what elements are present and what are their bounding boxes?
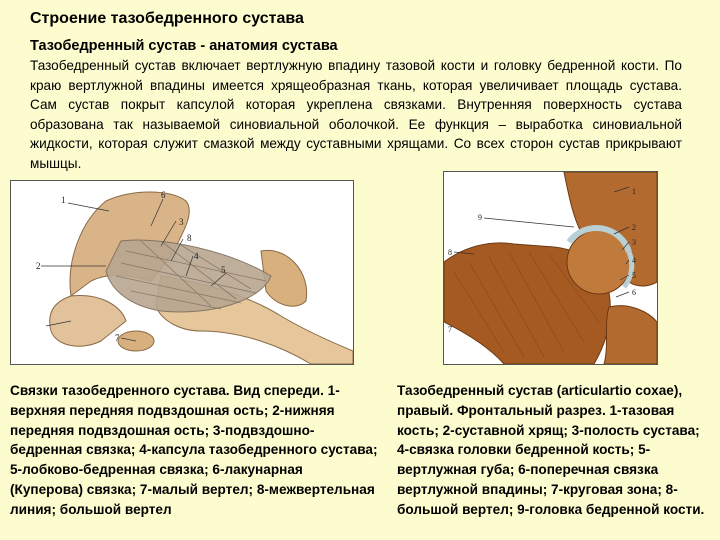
figure-right-label: 2	[632, 223, 636, 232]
intro-paragraph: Тазобедренный сустав включает вертлужную впадину тазовой кости и головку бедренной кости. По краю вертлужной впадины имеется хрящеобразная ткань, которая увеличивает площадь сустава. Сам сустав покрыт капсулой которая укреплена связками. Внутренняя поверхность сустава образована так называемой синовиальной оболочкой. Ее функция – выработка синовиальной жидкости, которая служит смазкой между суставными хрящами. Со всех сторон сустав прикрывают мышцы.	[30, 58, 682, 171]
figure-left-label: 2	[36, 261, 41, 271]
figure-right-label: 5	[632, 271, 636, 280]
left-figure-caption: Связки тазобедренного сустава. Вид спереди. 1-верхняя передняя подвздошная ость; 2-нижняя передняя подвздошная ость; 3-подвздошно-бедренная связка; 4-капсула тазобедренного сустава; 5-лобково-бедренная связка; 6-лакунарная (Куперова) связка; 7-малый вертел; 8-межвертельная линия; большой вертел	[10, 383, 378, 517]
figure-right-label: 1	[632, 187, 636, 196]
figure-right-label: 4	[632, 256, 636, 265]
figure-left-label: 1	[61, 195, 66, 205]
hip-section-illustration	[443, 171, 658, 365]
figure-left-label: 6	[161, 190, 166, 200]
right-figure-caption: Тазобедренный сустав (articulartio coxae), правый. Фронтальный разрез. 1-тазовая кость; 2-суставной хрящ; 3-полость сустава; 4-связка головки бедренной кость; 5-вертлужная губа; 6-поперечная связка вертлужной впадины; 7-круговая зона; 8-большой вертел; 9-головка бедренной кости.	[397, 383, 705, 517]
figure-left-label: 7	[115, 333, 120, 343]
figure-right-label: 8	[448, 248, 452, 257]
hip-ligaments-drawing	[11, 181, 353, 364]
hip-ligaments-illustration	[10, 180, 354, 365]
figure-left-label: 4	[194, 251, 199, 261]
figure-left-label: 8	[187, 233, 192, 243]
figure-right-label: 9	[478, 213, 482, 222]
figure-right-label: 3	[632, 238, 636, 247]
page-title: Строение тазобедренного сустава	[30, 10, 304, 27]
figure-right-label: 6	[632, 288, 636, 297]
section-heading: Тазобедренный сустав - анатомия сустава	[30, 38, 338, 54]
figure-left-label: 5	[221, 265, 226, 275]
figure-left-label: 3	[179, 217, 184, 227]
hip-section-drawing	[444, 172, 657, 364]
figure-right-label: 7	[448, 325, 452, 334]
